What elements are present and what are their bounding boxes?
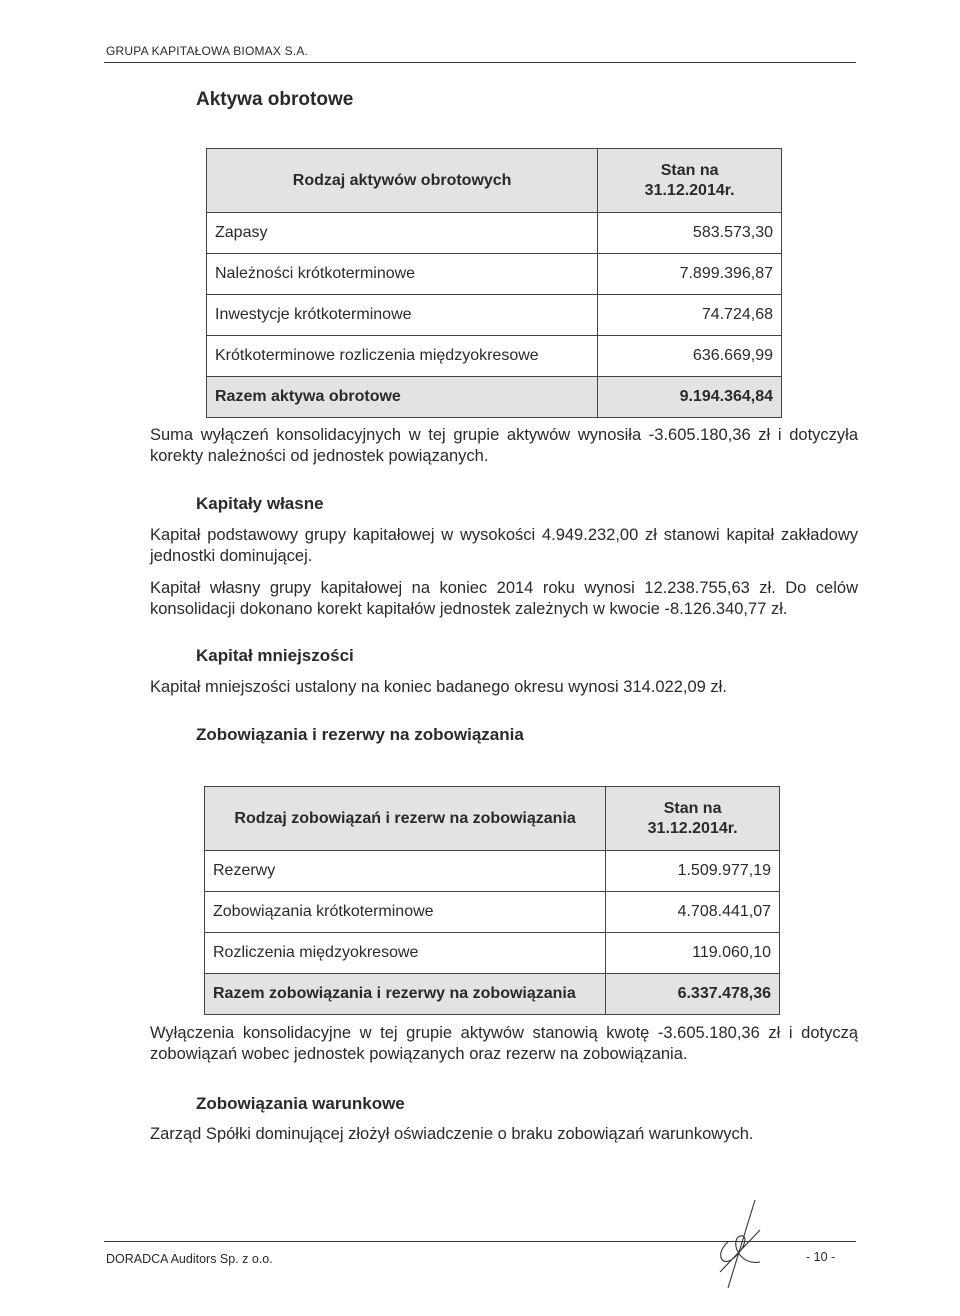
- contingent-paragraph: Zarząd Spółki dominującej złożył oświadczenie o braku zobowiązań warunkowych.: [150, 1125, 754, 1143]
- section-title-current-assets: Aktywa obrotowe: [196, 89, 354, 110]
- auditor-name: DORADCA Auditors Sp. z o.o.: [106, 1252, 273, 1266]
- assets-col-date-line2: 31.12.2014r.: [644, 181, 735, 199]
- assets-col-date-line1: Stan na: [660, 161, 719, 179]
- assets-eliminations-note: Suma wyłączeń konsolidacyjnych w tej grupie aktywów wynosiła -3.605.180,36 zł i dotyczyła korekty należności od jednostek powiązanych.: [150, 426, 858, 465]
- row-value: 74.724,68: [598, 295, 782, 336]
- total-row: [205, 974, 780, 1015]
- total-value: 9.194.364,84: [598, 377, 782, 418]
- table-row: [207, 254, 782, 295]
- table-row: [207, 213, 782, 254]
- table-row: [205, 892, 780, 933]
- footer-divider: [104, 1241, 856, 1242]
- table-row: [207, 295, 782, 336]
- assets-col-date: [598, 149, 782, 213]
- row-value: 636.669,99: [598, 336, 782, 377]
- row-label: Należności krótkoterminowe: [207, 254, 598, 295]
- row-value: 119.060,10: [606, 933, 780, 974]
- row-value: 7.899.396,87: [598, 254, 782, 295]
- liabilities-eliminations-note: Wyłączenia konsolidacyjne w tej grupie aktywów stanowią kwotę -3.605.180,36 zł i dotyczą zobowiązań wobec jednostek powiązanych oraz rezerw na zobowiązania.: [150, 1024, 858, 1063]
- liabilities-col-type: Rodzaj zobowiązań i rezerw na zobowiązania: [205, 787, 606, 851]
- liabilities-col-date-line2: 31.12.2014r.: [647, 819, 738, 837]
- table-row: [205, 933, 780, 974]
- total-label: Razem zobowiązania i rezerwy na zobowiązania: [205, 974, 606, 1015]
- minority-paragraph: Kapitał mniejszości ustalony na koniec badanego okresu wynosi 314.022,09 zł.: [150, 678, 727, 696]
- total-row: [207, 377, 782, 418]
- row-label: Rezerwy: [205, 851, 606, 892]
- row-label: Krótkoterminowe rozliczenia międzyokresowe: [207, 336, 598, 377]
- row-value: 1.509.977,19: [606, 851, 780, 892]
- row-label: Inwestycje krótkoterminowe: [207, 295, 598, 336]
- table-row: [207, 336, 782, 377]
- row-value: 4.708.441,07: [606, 892, 780, 933]
- row-value: 583.573,30: [598, 213, 782, 254]
- row-label: Zapasy: [207, 213, 598, 254]
- signature-icon: [700, 1192, 780, 1292]
- contingent-title: Zobowiązania warunkowe: [196, 1094, 405, 1113]
- liabilities-table: [204, 786, 780, 1015]
- minority-title: Kapitał mniejszości: [196, 646, 354, 665]
- liabilities-col-date: [606, 787, 780, 851]
- current-assets-table: [206, 148, 782, 418]
- equity-paragraph-2: Kapitał własny grupy kapitałowej na koniec 2014 roku wynosi 12.238.755,63 zł. Do celów konsolidacji dokonano korekt kapitałów jednostek zależnych w kwocie -8.126.340,77 zł.: [150, 579, 858, 618]
- document-header: GRUPA KAPITAŁOWA BIOMAX S.A.: [106, 44, 309, 58]
- table-row: [205, 851, 780, 892]
- row-label: Zobowiązania krótkoterminowe: [205, 892, 606, 933]
- total-label: Razem aktywa obrotowe: [207, 377, 598, 418]
- header-divider: [104, 62, 856, 63]
- liabilities-title: Zobowiązania i rezerwy na zobowiązania: [196, 725, 524, 744]
- equity-paragraph-1: Kapitał podstawowy grupy kapitałowej w wysokości 4.949.232,00 zł stanowi kapitał zakładowy jednostki dominującej.: [150, 526, 858, 565]
- row-label: Rozliczenia międzyokresowe: [205, 933, 606, 974]
- page-number: - 10 -: [806, 1250, 836, 1264]
- assets-col-type: Rodzaj aktywów obrotowych: [207, 149, 598, 213]
- liabilities-col-date-line1: Stan na: [663, 799, 722, 817]
- equity-title: Kapitały własne: [196, 494, 324, 513]
- total-value: 6.337.478,36: [606, 974, 780, 1015]
